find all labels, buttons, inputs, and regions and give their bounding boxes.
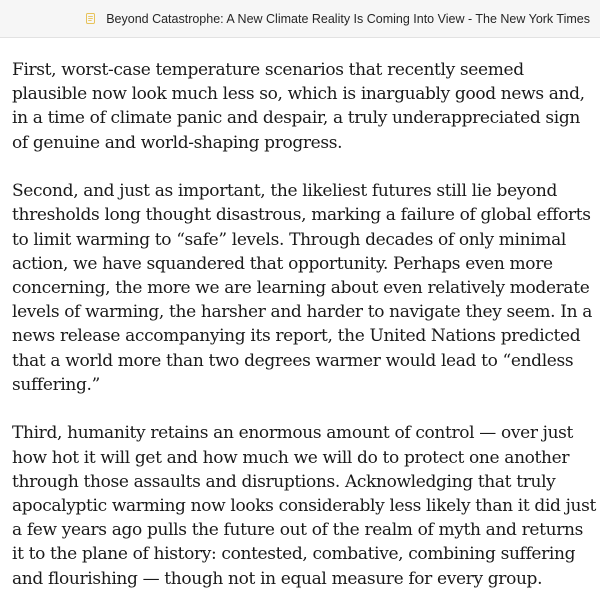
article-body [12, 58, 597, 615]
article-paragraph-1: First, worst-case temperature scenarios that recently seemed plausible now look much less so, which is inarguably good news and, in a time of climate panic and despair, a truly underappreciated sign of genuine and world-shaping progress. [12, 60, 585, 153]
window-title: Beyond Catastrophe: A New Climate Reality Is Coming Into View - The New York Times [106, 11, 590, 26]
window-title-bar[interactable] [0, 0, 600, 38]
article-paragraph-2: Second, and just as important, the likeliest futures still lie beyond thresholds long thought disastrous, marking a failure of global efforts to limit warming to “safe” levels. Through decades of only minimal action, we have squandered that opportunity. Perhaps even more concerning, the more we are learning about even relatively moderate levels of warming, the harsher and harder to navigate they seem. In a news release accompanying its report, the United Nations predicted that a world more than two degrees warmer would lead to “endless suffering.” [12, 181, 593, 395]
reader-mode-page-icon [85, 13, 96, 24]
article-paragraph-3: Third, humanity retains an enormous amount of control — over just how hot it will get and how much we will do to protect one another through those assaults and disruptions. Acknowledging that truly apocalyptic warming now looks considerably less likely than it did just a few years ago pulls the future out of the realm of myth and returns it to the plane of history: contested, combative, combining suffering and flourishing — though not in equal measure for every group. [12, 423, 597, 589]
